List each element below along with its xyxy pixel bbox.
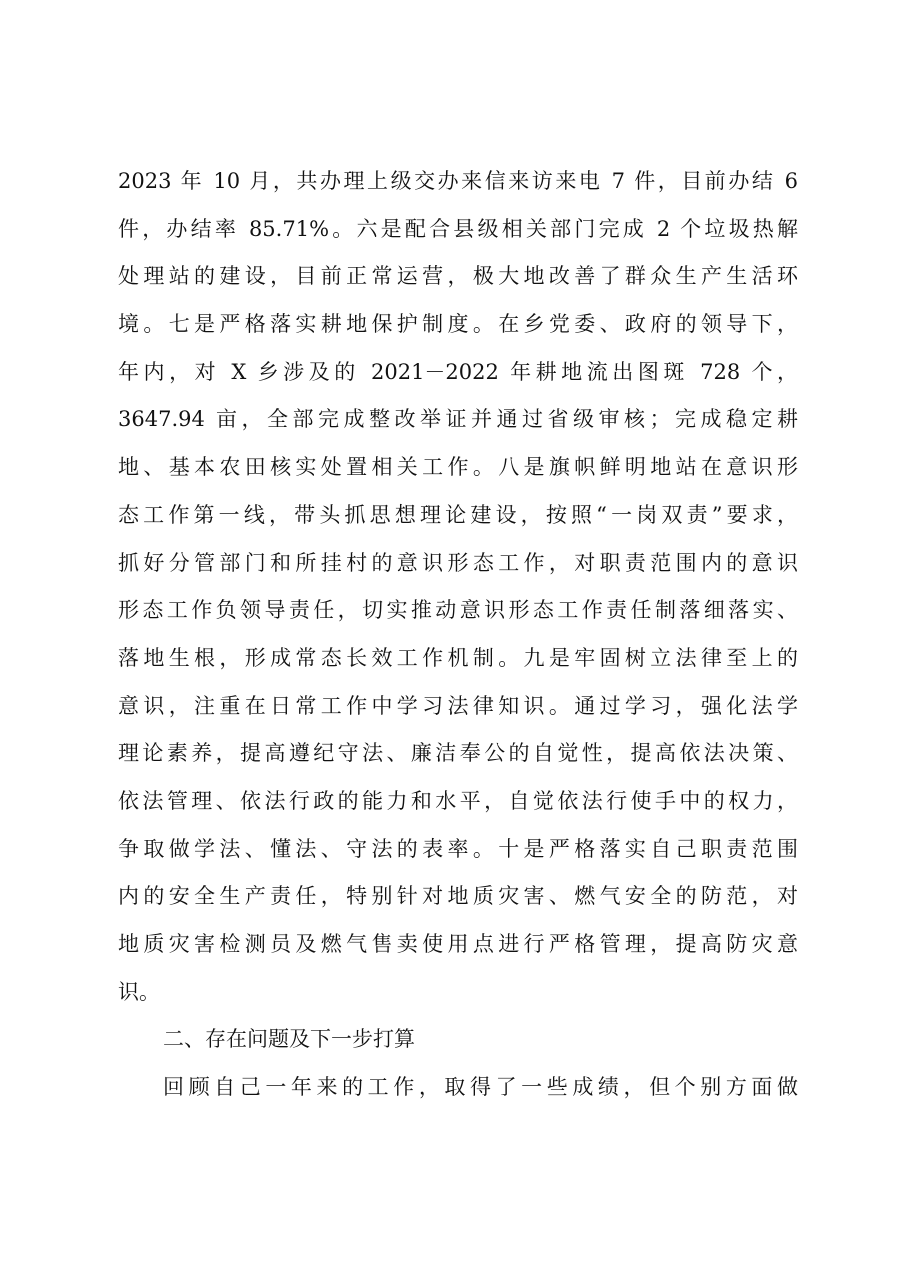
text-line: 年内，对 X 乡涉及的 2021－2022 年耕地流出图斑 728 个， — [118, 359, 798, 384]
text-line: 落地生根，形成常态长效工作机制。九是牢固树立法律至上的 — [118, 645, 798, 670]
text-line: 2023 年 10 月，共办理上级交办来信来访来电 7 件，目前办结 6 — [118, 169, 798, 193]
text-line: 3647.94 亩，全部完成整改举证并通过省级审核；完成稳定耕 — [118, 407, 798, 432]
text-line: 理论素养，提高遵纪守法、廉洁奉公的自觉性，提高依法决策、 — [118, 741, 798, 766]
text-line: 形态工作负领导责任，切实推动意识形态工作责任制落细落实、 — [118, 598, 798, 623]
text-line: 争取做学法、懂法、守法的表率。十是严格落实自己职责范围 — [118, 836, 798, 861]
text-line: 意识，注重在日常工作中学习法律知识。通过学习，强化法学 — [118, 693, 798, 718]
text-line: 内的安全生产责任，特别针对地质灾害、燃气安全的防范，对 — [118, 884, 798, 909]
text-line: 依法管理、依法行政的能力和水平，自觉依法行使手中的权力， — [118, 788, 798, 813]
body-text — [118, 158, 798, 1112]
text-line: 境。七是严格落实耕地保护制度。在乡党委、政府的领导下， — [118, 312, 798, 337]
text-line: 态工作第一线，带头抓思想理论建设，按照“一岗双责”要求， — [118, 502, 798, 527]
text-line: 识。 — [118, 979, 160, 1004]
text-line: 地质灾害检测员及燃气售卖使用点进行严格管理，提高防灾意 — [118, 932, 798, 956]
text-line: 地、基本农田核实处置相关工作。八是旗帜鲜明地站在意识形 — [118, 455, 798, 480]
section-heading: 二、存在问题及下一步打算 — [163, 1027, 415, 1052]
paragraph-start-line: 回顾自己一年来的工作，取得了一些成绩，但个别方面做 — [163, 1075, 798, 1100]
text-line: 处理站的建设，目前正常运营，极大地改善了群众生产生活环 — [118, 264, 798, 289]
text-line: 抓好分管部门和所挂村的意识形态工作，对职责范围内的意识 — [118, 550, 798, 575]
text-line: 件，办结率 85.71%。六是配合县级相关部门完成 2 个垃圾热解 — [118, 216, 798, 241]
